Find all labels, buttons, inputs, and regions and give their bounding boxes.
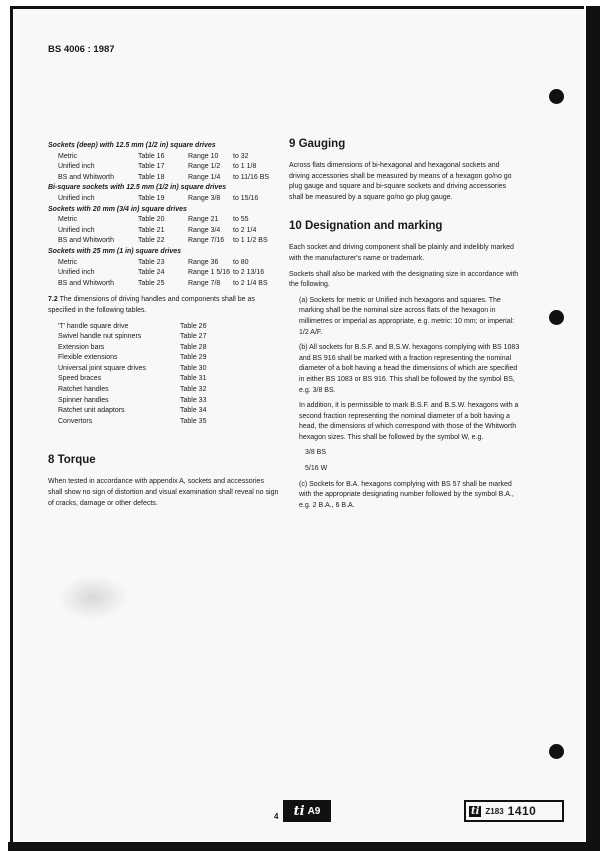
section-9-gauging <box>289 137 521 203</box>
punch-hole-top <box>549 89 564 104</box>
socket-group-bisquare-12-5 <box>48 183 280 204</box>
section-text: Across flats dimensions of bi-hexagonal and hexagonal sockets and driving accessories shall be measured by means of a hexagon go/no go plug gauge and square and bi-square sockets and driving accessories shall be measured by a square go/no go plug gauge. <box>289 162 512 201</box>
list-item: Flexible extensions Table 29 <box>58 354 207 362</box>
marking-example: 5/16 W <box>305 465 328 473</box>
list-item: Spinner handles Table 33 <box>58 396 207 404</box>
section-title: 8 Torque <box>48 454 96 467</box>
group-title: Sockets (deep) with 12.5 mm (1/2 in) square drives <box>48 142 216 149</box>
reference-box <box>464 800 564 822</box>
ti-logo-icon: ti <box>471 805 480 817</box>
clause-text: The dimensions of driving handles and components shall be as specified in the following tables. <box>48 296 255 314</box>
reference-number: 1410 <box>507 804 537 818</box>
table-row: Metric Table 23 Range 36 to 80 <box>58 258 249 266</box>
scan-border-bottom <box>8 842 600 851</box>
socket-group-deep-12-5 <box>48 141 280 183</box>
scan-border-right <box>586 6 600 851</box>
punch-hole-middle <box>549 310 564 325</box>
list-item: Extension bars Table 28 <box>58 343 207 351</box>
socket-group-25mm <box>48 247 280 289</box>
reference-code: Z183 <box>485 806 504 816</box>
group-title: Sockets with 20 mm (3/4 in) square drives <box>48 205 187 213</box>
standard-header: BS 4006 : 1987 <box>48 44 115 55</box>
marking-example: 3/8 BS <box>305 449 327 457</box>
list-item: Ratchet handles Table 32 <box>58 386 207 394</box>
section-text: When tested in accordance with appendix A, sockets and accessories shall show no sign of distortion and visual examination shall reveal no sign of cracks, damage or other defects. <box>48 478 279 507</box>
table-row: BS and Whitworth Table 22 Range 7/16 to 1 1/2 BS <box>58 237 268 245</box>
table-row: Metric Table 20 Range 21 to 55 <box>58 216 249 224</box>
clause-7-2 <box>48 295 280 427</box>
table-row: Unified inch Table 24 Range 1 5/16 to 2 13/16 <box>58 269 265 277</box>
left-column <box>48 141 280 514</box>
group-title: Bi-square sockets with 12.5 mm (1/2 in) square drives <box>48 184 227 192</box>
section-8-torque <box>48 453 280 509</box>
table-row: Metric Table 16 Range 10 to 32 <box>58 152 249 160</box>
paragraph: Each socket and driving component shall be plainly and indelibly marked with the manufacturer's name or trademark. <box>289 244 514 262</box>
clause-number: 7.2 <box>48 296 58 304</box>
page-number: 4 <box>274 812 279 821</box>
list-item: Swivel handle nut spinners Table 27 <box>58 333 207 341</box>
sheet-stamp <box>283 800 331 822</box>
list-item: Speed braces Table 31 <box>58 375 207 383</box>
socket-group-20mm <box>48 205 280 247</box>
table-row: BS and Whitworth Table 25 Range 7/8 to 2 1/4 BS <box>58 279 268 287</box>
table-row: Unified inch Table 19 Range 3/8 to 15/16 <box>58 194 259 202</box>
scan-smudge <box>58 575 128 620</box>
handle-table-list <box>48 322 280 428</box>
table-row: BS and Whitworth Table 18 Range 1/4 to 11/16 BS <box>58 173 270 181</box>
ti-logo-icon: ti <box>293 803 305 819</box>
right-column <box>289 137 521 516</box>
section-10-designation <box>289 219 521 511</box>
item-c: (c) Sockets for B.A. hexagons complying with BS 57 shall be marked with the appropriate designating number followed by the symbol B.A., e.g. 2 B.A., 6 B.A. <box>299 480 514 509</box>
group-title: Sockets with 25 mm (1 in) square drives <box>48 247 182 255</box>
section-title: 10 Designation and marking <box>289 220 443 233</box>
list-item: Convertors Table 35 <box>58 417 207 425</box>
stamp-label: A9 <box>307 805 321 817</box>
item-b: (b) All sockets for B.S.F. and B.S.W. hexagons complying with BS 1083 and BS 916 shall be marked with a fraction representing the nominal diameter of a bolt having a head the dimensions of which are specified in either BS 1083 or BS 916. This shall be followed by the symbol BS, e.g. 3/8 BS. <box>299 344 520 394</box>
paragraph: Sockets shall also be marked with the designating size in accordance with the following. <box>289 270 519 289</box>
item-a: (a) Sockets for metric or Unified inch hexagons and squares. The marking shall be the nominal size across flats of the hexagon in millimetres or imperial as appropriate, e.g. metric: 10 mm; or imperial: 1/2 A/F. <box>299 296 515 336</box>
section-title: 9 Gauging <box>289 138 346 150</box>
list-item: Ratchet unit adaptors Table 34 <box>58 407 207 415</box>
list-item: 'T' handle square drive Table 26 <box>58 322 207 330</box>
list-item: Universal joint square drives Table 30 <box>58 364 207 372</box>
table-row: Unified inch Table 21 Range 3/4 to 2 1/4 <box>58 226 257 234</box>
table-row: Unified inch Table 17 Range 1/2 to 1 1/8 <box>58 163 257 171</box>
punch-hole-bottom <box>549 744 564 759</box>
item-b-addition: In addition, it is permissible to mark B.S.F. and B.S.W. hexagons with a second fraction representing the nominal diameter of a bolt having a head, the dimensions of which correspond with those of the Whitworth hexagon sizes. This shall be followed by the symbol W, e.g. <box>299 402 519 441</box>
